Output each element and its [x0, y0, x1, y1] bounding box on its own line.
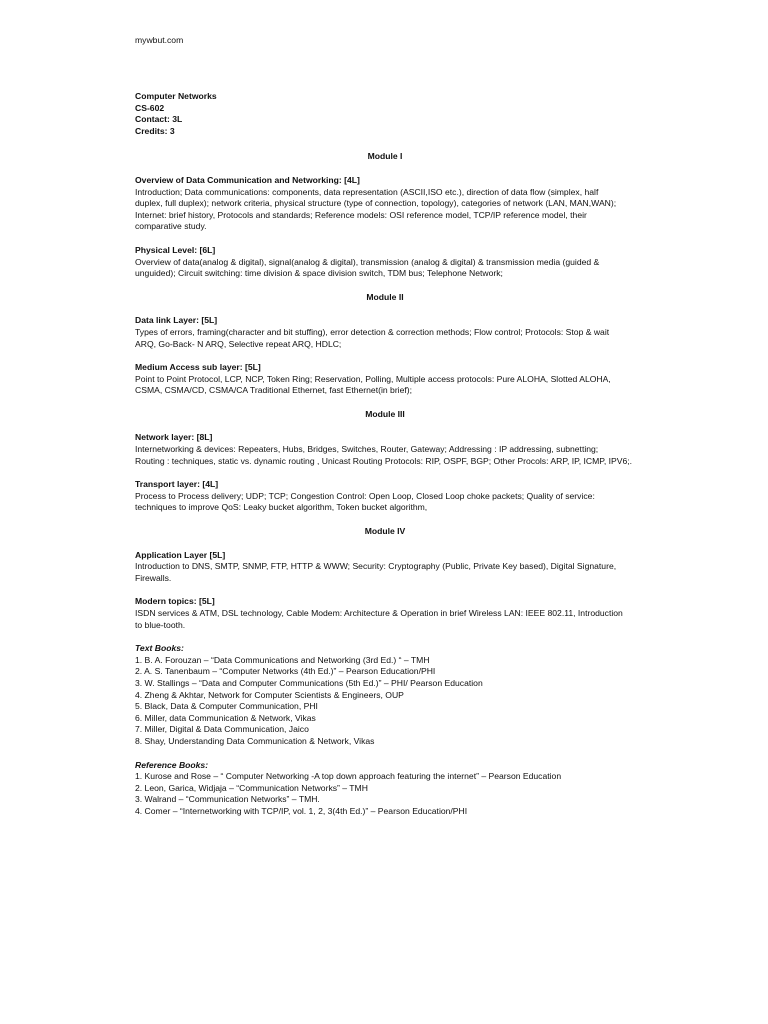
course-title: Computer Networks [135, 91, 217, 101]
section-title: Physical Level: [6L] [135, 244, 216, 255]
site-name: mywbut.com [135, 35, 184, 45]
reference-books-heading: Reference Books: [135, 759, 209, 770]
section-line: Overview of data(analog & digital), signal(analog & digital), transmission (analog & digital) & transmission media (guided & [135, 256, 600, 267]
text-book-item: 1. B. A. Forouzan – “Data Communications and Networking (3rd Ed.) “ – TMH [135, 654, 430, 665]
section-line: ISDN services & ATM, DSL technology, Cable Modem: Architecture & Operation in brief Wireless LAN: IEEE 802.11, Introduction [135, 608, 623, 618]
section-line: duplex, full duplex); network criteria, physical structure (type of connection, topology), categories of network (LAN, MAN,WAN); [135, 198, 617, 209]
section-title: Transport layer: [4L] [135, 479, 219, 490]
section-line: Introduction; Data communications: components, data representation (ASCII,ISO etc.), direction of data flow (simplex, half [135, 186, 599, 197]
module-heading: Module IV [364, 526, 406, 537]
reference-book-item: 4. Comer – “Internetworking with TCP/IP, vol. 1, 2, 3(4th Ed.)” – Pearson Education/PHI [135, 805, 468, 816]
syllabus-content [135, 91, 635, 818]
course-credits: Credits: 3 [135, 125, 175, 136]
text-books-heading: Text Books: [135, 643, 184, 654]
section-title: Medium Access sub layer: [5L] [135, 362, 261, 373]
section-line: Internet: brief history, Protocols and standards; Reference models: OSI reference model, TCP/IP reference model, their [135, 209, 587, 220]
text-book-item: 4. Zheng & Akhtar, Network for Computer Scientists & Engineers, OUP [135, 689, 404, 700]
section-line: unguided); Circuit switching: time division & space division switch, TDM bus; Telephone Network; [135, 268, 503, 279]
section-line: comparative study. [135, 221, 207, 232]
section-line: ARQ, Go-Back- N ARQ, Selective repeat ARQ, HDLC; [135, 338, 342, 349]
text-book-item: 3. W. Stallings – “Data and Computer Communications (5th Ed.)” – PHI/ Pearson Education [135, 677, 483, 688]
text-book-item: 2. A. S. Tanenbaum – “Computer Networks (4th Ed.)” – Pearson Education/PHI [135, 666, 436, 677]
section-title: Overview of Data Communication and Networking: [4L] [135, 174, 360, 185]
section-title: Application Layer [5L] [135, 549, 226, 560]
reference-book-item: 1. Kurose and Rose – “ Computer Networking -A top down approach featuring the internet” – Pearson Education [135, 771, 562, 782]
text-book-item: 7. Miller, Digital & Data Communication, Jaico [135, 724, 309, 735]
section-line: Internetworking & devices: Repeaters, Hubs, Bridges, Switches, Router, Gateway; Addressing : IP addressing, subnetting; [135, 444, 599, 455]
section-line: Point to Point Protocol, LCP, NCP, Token Ring; Reservation, Polling, Multiple access protocols: Pure ALOHA, Slotted ALOHA, [135, 373, 611, 384]
section-title: Modern topics: [5L] [135, 596, 215, 607]
section-title: Network layer: [8L] [135, 432, 213, 443]
section-line: CSMA, CSMA/CD, CSMA/CA Traditional Ethernet, fast Ethernet(in brief); [135, 385, 413, 396]
reference-book-item: 2. Leon, Garica, Widjaja – “Communication Networks” – TMH [135, 782, 368, 793]
course-contact: Contact: 3L [135, 114, 183, 125]
section-line: to blue-tooth. [135, 619, 186, 630]
reference-book-item: 3. Walrand – “Communication Networks” – TMH. [135, 794, 320, 805]
module-heading: Module I [367, 151, 403, 162]
section-line: Process to Process delivery; UDP; TCP; Congestion Control: Open Loop, Closed Loop choke packets; Quality of service: [135, 490, 595, 501]
section-line: techniques to improve QoS: Leaky bucket algorithm, Token bucket algorithm, [135, 502, 428, 513]
course-code: CS-602 [135, 102, 165, 113]
text-book-item: 8. Shay, Understanding Data Communication & Network, Vikas [135, 735, 375, 746]
text-book-item: 6. Miller, data Communication & Network, Vikas [135, 712, 316, 723]
section-title: Data link Layer: [5L] [135, 315, 218, 326]
module-heading: Module II [366, 291, 404, 302]
section-line: Routing : techniques, static vs. dynamic routing , Unicast Routing Protocols: RIP, OSPF, BGP; Other Procols: ARP, IP, ICMP, IPV6;. [135, 455, 633, 466]
section-line: Firewalls. [135, 572, 172, 583]
text-book-item: 5. Black, Data & Computer Communication, PHI [135, 701, 318, 712]
section-line: Types of errors, framing(character and bit stuffing), error detection & correction methods; Flow control; Protocols: Stop & wait [135, 326, 610, 337]
section-line: Introduction to DNS, SMTP, SNMP, FTP, HTTP & WWW; Security: Cryptography (Public, Private Key based), Digital Signature, [135, 561, 617, 572]
module-heading: Module III [365, 408, 405, 419]
